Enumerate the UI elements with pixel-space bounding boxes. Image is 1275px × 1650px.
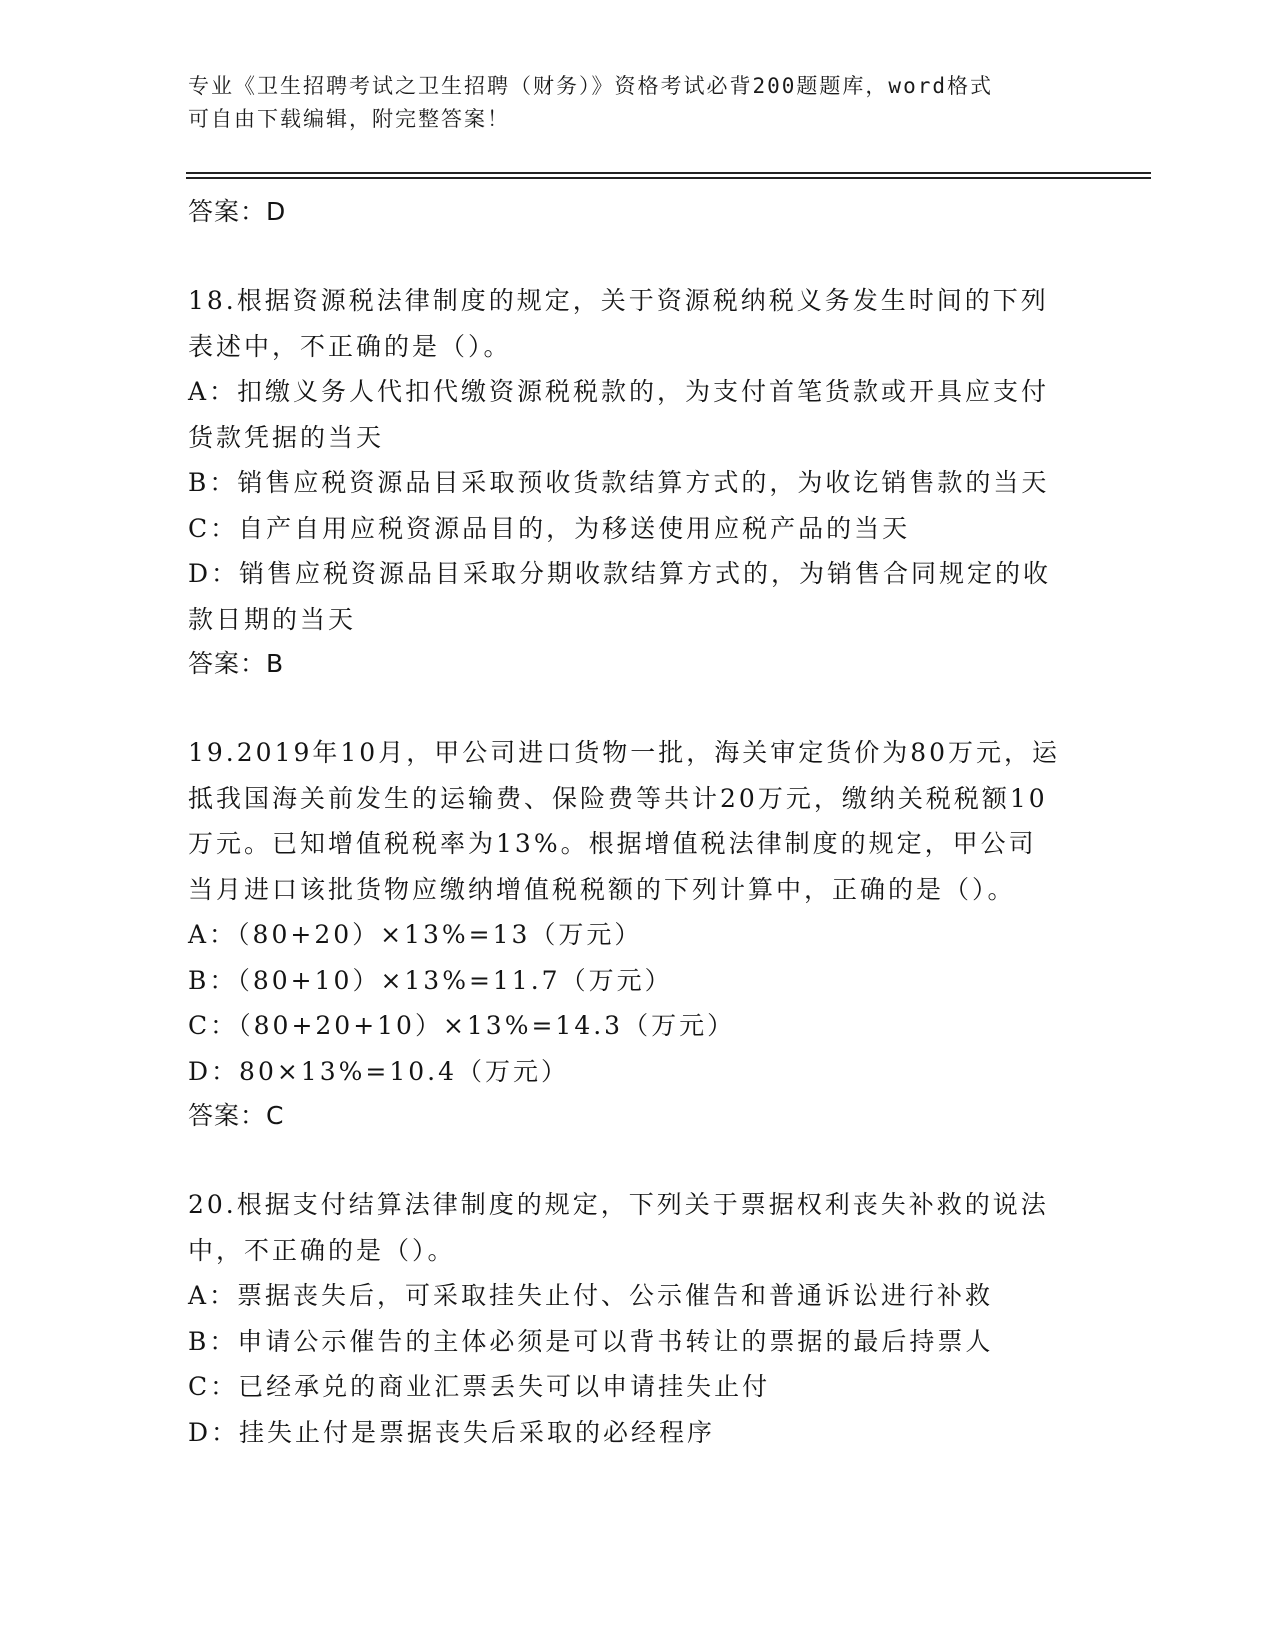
option-d: D：80×13%=10.4（万元） [188, 1056, 569, 1086]
question-stem-line: 抵我国海关前发生的运输费、保险费等共计20万元，缴纳关税税额10 [188, 783, 1048, 813]
header-divider-top [186, 172, 1151, 174]
question-stem-line: 万元。已知增值税税率为13%。根据增值税法律制度的规定，甲公司 [188, 829, 1037, 858]
option-b: B：销售应税资源品目采取预收货款结算方式的，为收讫销售款的当天 [188, 468, 1050, 497]
header-line-1: 专业《卫生招聘考试之卫生招聘（财务）》资格考试必背200题题库，word格式 [188, 74, 993, 98]
option-c: C：已经承兑的商业汇票丢失可以申请挂失止付 [188, 1372, 771, 1401]
option-b: B：申请公示催告的主体必须是可以背书转让的票据的最后持票人 [188, 1326, 994, 1356]
question-19 [188, 730, 1118, 1094]
question-stem-line: 当月进口该批货物应缴纳增值税税额的下列计算中，正确的是（）。 [188, 874, 1016, 904]
question-stem-line: 20.根据支付结算法律制度的规定，下列关于票据权利丧失补救的说法 [188, 1190, 1049, 1219]
answer-19: 答案：C [188, 1101, 285, 1130]
option-a: A：（80+20）×13%=13（万元） [188, 920, 643, 949]
document-header [188, 70, 1088, 136]
header-line-2: 可自由下载编辑，附完整答案！ [188, 107, 510, 131]
option-d-line: D：销售应税资源品目采取分期收款结算方式的，为销售合同规定的收 [188, 559, 1052, 588]
header-divider-bottom [186, 177, 1151, 179]
option-a-line: 货款凭据的当天 [188, 422, 385, 452]
question-stem-line: 表述中，不正确的是（）。 [188, 331, 512, 361]
option-b: B：（80+10）×13%=11.7（万元） [188, 965, 673, 995]
document-body [188, 190, 1118, 1455]
option-c: C：（80+20+10）×13%=14.3（万元） [188, 1011, 736, 1040]
option-a: A：票据丧失后，可采取挂失止付、公示催告和普通诉讼进行补救 [188, 1281, 994, 1310]
question-stem-line: 中，不正确的是（）。 [188, 1235, 456, 1265]
option-d-line: 款日期的当天 [188, 604, 357, 634]
option-c: C：自产自用应税资源品目的，为移送使用应税产品的当天 [188, 513, 911, 543]
option-a-line: A：扣缴义务人代扣代缴资源税税款的，为支付首笔货款或开具应支付 [188, 377, 1050, 406]
answer-17: 答案：D [188, 197, 287, 226]
question-stem-line: 18.根据资源税法律制度的规定，关于资源税纳税义务发生时间的下列 [188, 286, 1049, 315]
question-20 [188, 1182, 1118, 1455]
question-stem-line: 19.2019年10月，甲公司进口货物一批，海关审定货价为80万元，运 [188, 738, 1061, 767]
option-d: D：挂失止付是票据丧失后采取的必经程序 [188, 1417, 716, 1447]
question-18 [188, 278, 1118, 642]
answer-18: 答案：B [188, 649, 285, 678]
